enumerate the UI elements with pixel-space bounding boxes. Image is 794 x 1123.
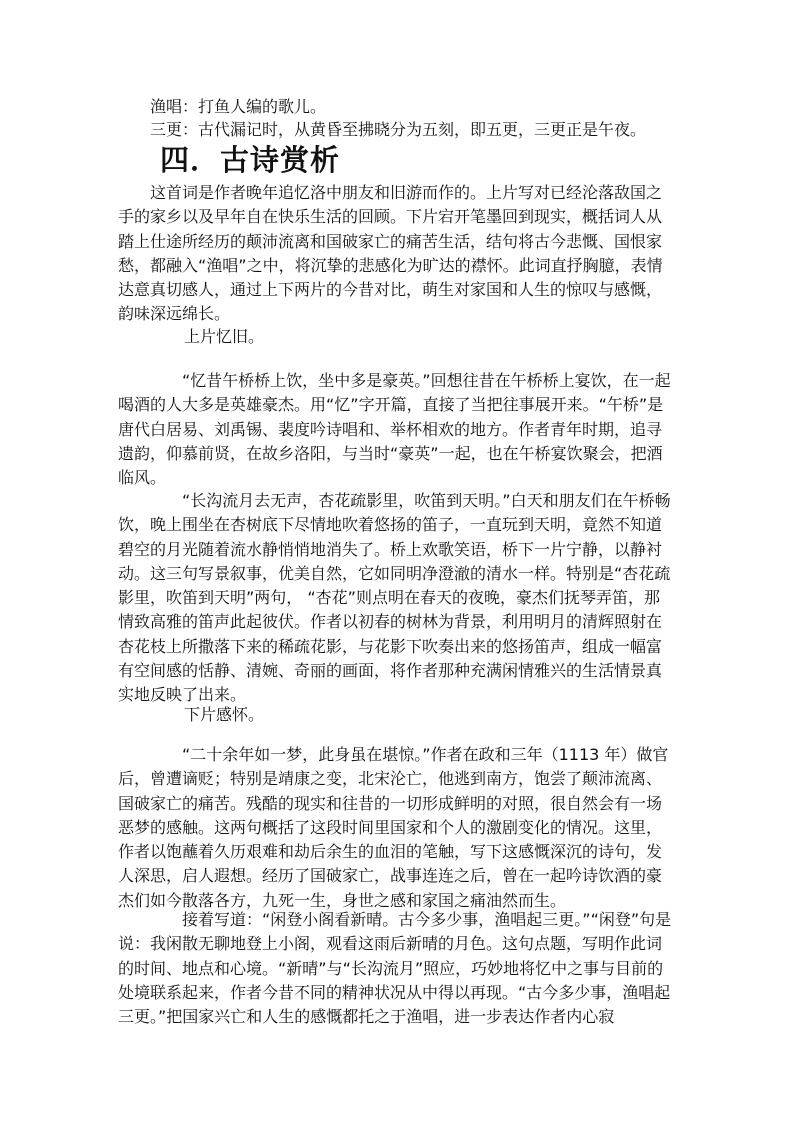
upper-section-title: 上片忆旧。	[184, 327, 265, 346]
intro-paragraph	[118, 181, 674, 327]
upper-text-1: “忆昔午桥桥上饮，坐中多是豪英。”回想往昔在午桥桥上宴饮，在一起喝酒的人大多是英雄豪杰。用“忆”字开篇，直接了当把往事展开来。“午桥”是唐代白居易、刘禹锡、裴度吟诗唱和、举杯相欢的地方。作者青年时期，追寻遗韵，仰慕前贤，在故乡洛阳，与当时“豪英”一起，也在午桥宴饮聚会，把酒临风。	[118, 371, 671, 488]
lower-text-1: “二十余年如一梦，此身虽在堪惊。”作者在政和三年（1113 年）做官后，曾遭谪贬；特别是靖康之变，北宋沦亡，他逃到南方，饱尝了颠沛流离、国破家亡的痛苦。残酷的现实和往昔的一切形成鲜明的对照，很自然会有一场恶梦的感触。这两句概括了这段时间里国家和个人的激剧变化的情况。这里，作者以饱蘸着久历艰难和劫后余生的血泪的笔触，写下这感慨深沉的诗句，发人深思，启人遐想。经历了国破家亡，战事连连之后，曾在一起吟诗饮酒的豪杰们如今散落各方，九死一生，身世之感和家国之痛油然而生。	[118, 745, 669, 910]
upper-paragraph-1	[118, 369, 674, 490]
section-heading: 四．古诗赏析	[160, 143, 341, 177]
upper-paragraph-2	[118, 489, 674, 708]
lower-paragraph-2	[118, 908, 674, 1029]
note-yuchang: 渔唱：打鱼人编的歌儿。	[150, 97, 327, 116]
lower-paragraph-1	[118, 743, 674, 913]
upper-text-2: “长沟流月去无声，杏花疏影里，吹笛到天明。”白天和朋友们在午桥畅饮，晚上围坐在杏树底下尽情地吹着悠扬的笛子，一直玩到天明，竟然不知道碧空的月光随着流水静悄悄地消失了。桥上欢歌笑语，桥下一片宁静，以静衬动。这三句写景叙事，优美自然，它如同明净澄澈的清水一样。特别是“杏花疏影里，吹笛到天明”两句， “杏花”则点明在春天的夜晚，豪杰们抚琴弄笛，那情致高雅的笛声此起彼伏。作者以初春的树林为背景，利用明月的清辉照射在杏花枝上所撒落下来的稀疏花影，与花影下吹奏出来的悠扬笛声，组成一幅富有空间感的恬静、清婉、奇丽的画面，将作者那种充满闲情雅兴的生活情景真实地反映了出来。	[118, 491, 671, 705]
note-sangeng: 三更：古代漏记时，从黄昏至拂晓分为五刻，即五更，三更正是午夜。	[150, 120, 647, 139]
intro-text: 这首词是作者晚年追忆洛中朋友和旧游而作的。上片写对已经沦落敌国之手的家乡以及早年自在快乐生活的回顾。下片宕开笔墨回到现实，概括词人从踏上仕途所经历的颠沛流离和国破家亡的痛苦生活，结句将古今悲慨、国恨家愁，都融入“渔唱”之中，将沉挚的悲感化为旷达的襟怀。此词直抒胸臆，表情达意真切感人，通过上下两片的今昔对比，萌生对家国和人生的惊叹与感慨，韵味深远绵长。	[118, 183, 663, 324]
lower-text-2: 接着写道：“闲登小阁看新晴。古今多少事，渔唱起三更。”“闲登”句是说：我闲散无聊地登上小阁，观看这雨后新晴的月色。这句点题，写明作此词的时间、地点和心境。“新晴”与“长沟流月”照应，巧妙地将忆中之事与目前的处境联系起来，作者今昔不同的精神状况从中得以再现。“古今多少事，渔唱起三更。”把国家兴亡和人生的感慨都托之于渔唱，进一步表达作者内心寂	[118, 910, 672, 1027]
lower-section-title: 下片感怀。	[184, 705, 265, 724]
